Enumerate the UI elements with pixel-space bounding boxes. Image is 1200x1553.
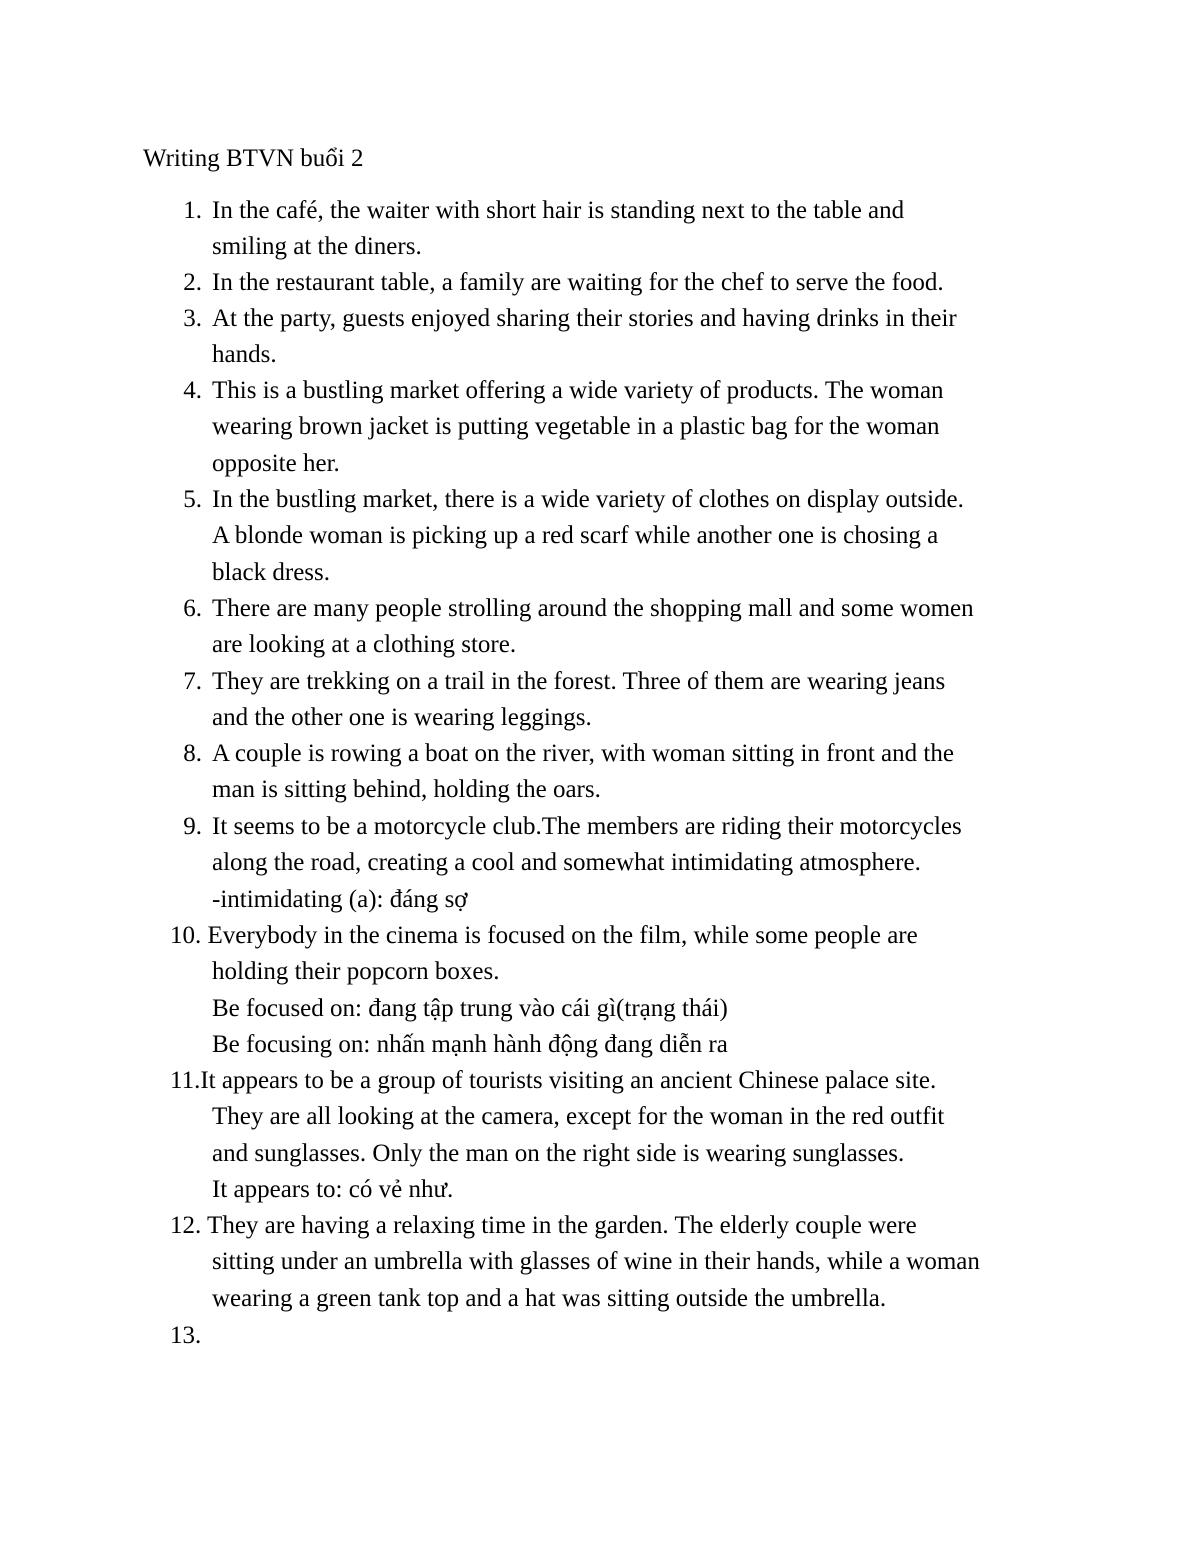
- list-item: [170, 664, 1070, 737]
- item-line: At the party, guests enjoyed sharing their stories and having drinks in their: [212, 305, 957, 332]
- item-line: 10. Everybody in the cinema is focused on the film, while some people are: [170, 922, 918, 949]
- item-number: 9.: [183, 813, 202, 840]
- item-line: along the road, creating a cool and somewhat intimidating atmosphere.: [212, 849, 921, 877]
- list-item: [170, 591, 1070, 664]
- item-number: 8.: [183, 740, 202, 767]
- list-item: [170, 482, 1070, 591]
- list-item: [170, 1063, 1070, 1208]
- item-line: It seems to be a motorcycle club.The members are riding their motorcycles: [212, 813, 962, 840]
- item-line: In the restaurant table, a family are waiting for the chef to serve the food.: [212, 269, 944, 296]
- item-line: black dress.: [212, 558, 331, 586]
- item-line: -intimidating (a): đáng sợ: [212, 885, 468, 913]
- item-line: A couple is rowing a boat on the river, with woman sitting in front and the: [212, 740, 954, 767]
- item-line: In the bustling market, there is a wide variety of clothes on display outside.: [212, 486, 964, 513]
- list-item: [170, 265, 1070, 301]
- item-line: wearing a green tank top and a hat was sitting outside the umbrella.: [212, 1284, 887, 1312]
- list-item: [170, 193, 1070, 266]
- item-line: Be focusing on: nhấn mạnh hành động đang diễn ra: [212, 1030, 728, 1058]
- list-item: [170, 809, 1070, 918]
- item-line: They are all looking at the camera, except for the woman in the red outfit: [212, 1103, 945, 1131]
- list-item: [170, 301, 1070, 374]
- item-line: and sunglasses. Only the man on the right side is wearing sunglasses.: [212, 1139, 905, 1167]
- item-line: A blonde woman is picking up a red scarf while another one is chosing a: [212, 522, 939, 550]
- list-item: [170, 1208, 1070, 1317]
- item-line: smiling at the diners.: [212, 233, 422, 261]
- item-number: 3.: [183, 305, 202, 332]
- item-line: opposite her.: [212, 449, 340, 477]
- item-line: There are many people strolling around the shopping mall and some women: [212, 595, 974, 622]
- item-number: 7.: [183, 668, 202, 695]
- item-number: 13.: [170, 1322, 202, 1349]
- item-line: They are trekking on a trail in the forest. Three of them are wearing jeans: [212, 668, 946, 695]
- item-line: are looking at a clothing store.: [212, 631, 517, 659]
- item-line: 11.It appears to be a group of tourists visiting an ancient Chinese palace site.: [170, 1067, 937, 1094]
- list-item: [170, 918, 1070, 1063]
- item-line: holding their popcorn boxes.: [212, 958, 500, 986]
- item-number: 5.: [183, 486, 202, 513]
- item-line: sitting under an umbrella with glasses of wine in their hands, while a woman: [212, 1248, 980, 1276]
- item-line: Be focused on: đang tập trung vào cái gì(trạng thái): [212, 994, 728, 1022]
- item-line: It appears to: có vẻ như.: [212, 1175, 454, 1203]
- item-number: 1.: [183, 197, 202, 224]
- list-item: [170, 373, 1070, 482]
- item-number: 4.: [183, 377, 202, 404]
- item-number: 2.: [183, 269, 202, 296]
- item-line: hands.: [212, 341, 277, 369]
- list-item: [170, 736, 1070, 809]
- item-line: In the café, the waiter with short hair is standing next to the table and: [212, 197, 905, 224]
- item-line: 12. They are having a relaxing time in the garden. The elderly couple were: [170, 1212, 917, 1239]
- item-line: This is a bustling market offering a wide variety of products. The woman: [212, 377, 944, 404]
- item-line: wearing brown jacket is putting vegetable in a plastic bag for the woman: [212, 413, 940, 441]
- item-number: 6.: [183, 595, 202, 622]
- item-line: man is sitting behind, holding the oars.: [212, 776, 601, 804]
- item-line: and the other one is wearing leggings.: [212, 704, 592, 732]
- document-title: Writing BTVN buổi 2: [143, 145, 364, 172]
